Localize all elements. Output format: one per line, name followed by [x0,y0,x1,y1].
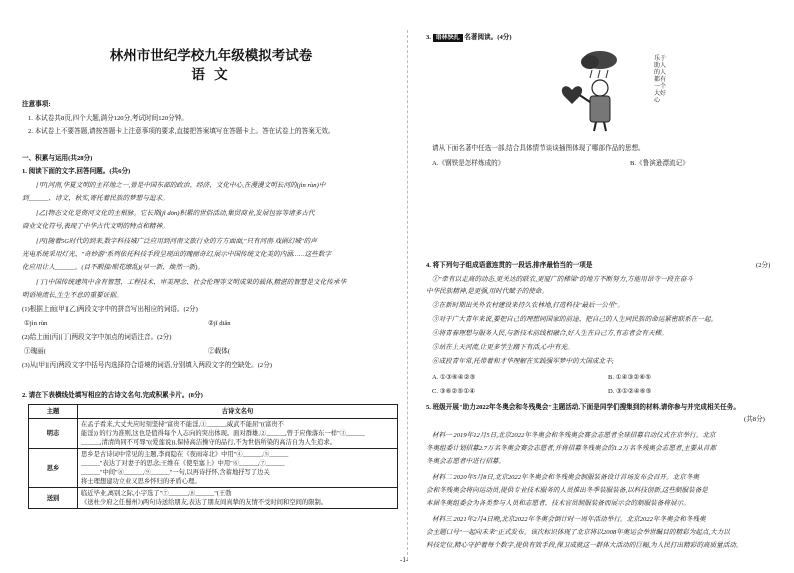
row-line: 在孟子看来,大丈夫应时刻坚持"富贵不能淫,①______,威武不能屈"((富贵不 [81,421,284,428]
q1-sub-2: (2)给上面[丙][丁]两段文字中加点的词语注音。(2分) [22,334,172,341]
table-header-theme: 主题 [29,405,78,419]
row-content [78,488,398,509]
q5-title: 5. 班级开展"助力2022年冬奥会和冬残奥会"主题活动,下面是同学们搜集到的材料,请你参与并完成相关任务。 [426,404,740,411]
q1-word-2: ②载体( [208,348,230,355]
q1-word-1: ①瑰丽( [24,348,46,355]
table-row [29,488,398,509]
q1-sub-3: (3)从[甲][丙]两段文字中括号内选择符合语境的词语,分别填入两段文字的空缺处。(2分) [22,362,272,369]
cartoon-caption: 乐于助人的人都有一个大好心 [654,56,667,104]
row-line: 能淫)) 的行为准则,这也是值得每个人志向的突出体现。面对群雄,②______,曾于应像落东一样"③______ [81,430,365,437]
q5-material-2-line-3: 本届冬奥组委会为各类参与人员和志愿者、技术官员制服装备而展示会的制服装备将展示。 [426,500,690,507]
q1-title: 1. 阅读下面的文字,回答问题。(共6分) [22,168,131,175]
q3-option-b: B.《鲁滨逊漂流记》 [630,160,689,167]
q5-material-3-line-2: 会主题口号"一起向未来"正式发布。该次标识体现了北京将以2008年奥运会举世瞩目的精彩为起点,大力以 [426,529,730,536]
row-line: 思乡是古诗词中常见的主题,李商隐在《夜雨寄北》中用"④______,⑤______ [81,451,289,458]
row-content [78,449,398,488]
q4-sentence-1: ①"牵有以走高的动态,更关达的联农,更厦广的梯梁"的地方不断努力,方能用昂寺一段在奋斗 [432,276,694,283]
q5-material-1-line-2: 冬奥组委计划招募2.7万名冬奥会赛会志愿者,并将招募冬残奥会的1.2万名冬残奥会志愿者,主要从首都 [426,445,717,452]
notes-item-1: 1. 本试卷共8页,四个大题,满分120分,考试时间120分钟。 [28,115,188,122]
q4-sentence-5: ⑤站在上天河流,让更多学生踏下有活,心中有光。 [432,344,574,351]
q1-bing-line-2: 光电系统采用灯光、"奇妙游"系列依托科技手段呈现出的瑰丽奇幻,展示中国传统文化美的内涵……这些数字 [22,251,332,258]
q1-bing-line-1: [丙]随着5G时代的到来,数字科技城广泛应用到河南文旅行业的方方面面,"只有河南·戏剧幻城"的声 [36,238,317,245]
row-line: ______"表达了对妻子的思念;王维在《使至塞上》中用"⑥______,⑦______ [81,460,285,467]
q1-blank-2: ②jǐ diǎn [208,320,231,327]
row-line: 《送杜少府之任蜀州》)两句诗送给朋友,表达了朋友间真挚的友情不受时间和空间的限制。 [81,499,328,506]
cartoon-illustration [556,48,648,132]
q5-score: (共8分) [744,416,765,423]
q4-sentence-4: ④将青春理想与服务人民,与新技术前线相融合,好人生在自己方,有志者会有天梯。 [432,330,668,337]
q4-sentence-6: ⑥成投青年常,托带着和才华理解在实践强军梦中的大国成北丰; [432,358,614,365]
q4-sentence-3: ③对于广大青年来说,要把自己的理想同国家的前途、把自己的人生同民族的命运紧密联系在一起。 [432,316,718,323]
q1-ding-line-2: 明语境流长,生生不息的重要证据。 [22,292,123,299]
row-theme: 明志 [29,419,78,449]
q4-sentence-1b: 中华民族精神,是更强,用时代赋予的使命。 [426,288,548,295]
q4-mark: (2分) [756,262,771,269]
q1-jia-line-2: 到______、诗文、秋实,寄托着民族的梦想与追求。 [22,195,169,202]
left-column [22,0,400,573]
q5-material-2-line-2: 会和冬残奥会将向运动员,提供专业技术服务的人员推出冬季装服装备,以科技创新,这些制服装备是 [426,487,708,494]
row-theme: 思乡 [29,449,78,488]
q5-material-1-line-3: 冬奥会志愿者中进行招募。 [426,458,506,465]
row-content [78,419,398,449]
table-row [29,419,398,449]
row-line: ______,清清尚同不可辱"((爱莲说)),保持高洁操守的品行,不为世俗所染的高洁自为人生追求。 [81,439,336,446]
q4-option-b: B. ①④③②⑥⑤ [608,374,652,381]
row-line: ______"中间"⑧______,⑨______"一句,以再诗抒怀,含蓄地抒写了边关 [81,469,270,476]
table-row [29,449,398,488]
q5-material-1-line-1: 材料一 2019年12月5日,北京2022年冬奥会和冬残奥会赛会志愿者全球招募启动仪式在京举行。北京 [432,432,716,439]
q1-yi-line-2: 商业文化符号,表现了中华古代文明的特点和精神。 [22,223,169,230]
q3-number: 3. [426,34,431,41]
q1-ding-line-1: [丁]中国传统建筑中含有智慧、工程技术、审美理念、社会伦理等文明成果的载体,精湛的智慧是文化传承华 [36,279,347,286]
q3-option-a: A.《钢铁是怎样炼成的》 [432,160,505,167]
table-header-lines: 古诗文名句 [78,405,398,419]
right-column [418,0,780,573]
q4-option-c: C. ③⑥②⑤①④ [432,388,476,395]
page-number: -1- [400,556,409,564]
q5-material-3-line-3: 科技定位,精心守护着每个数字,提供有效手段,保卫成就这一群体大活动的巨幅,为人民打出精彩的高质量活动。 [426,542,743,549]
q3-title: 名著阅读。(4分) [464,34,512,41]
row-line: 将士理想建功立业又思乡怀归的矛盾心理。 [81,478,201,485]
q2-title: 2. 请在下表横线处填写相应的古诗文名句,完成积累卡片。(8分) [22,392,203,399]
q3-tag-badge: 语林快扎 [433,34,463,42]
poem-table [28,404,398,509]
q1-jia-line-1: [甲]河南,华夏文明的主祥地之一,曾是中国东部的政治、经济、文化中心,在漫漫文明长河的(jìn rùn)中 [36,182,326,189]
q1-yi-line-1: [乙]物态文化是资河文化的主根脉。它长期(jǐ dōn)积累的世俗活动,集贸商业,发展包容等诸多古代 [36,210,315,217]
subject-title: 语 文 [191,67,231,82]
rain-cloud-icon [581,51,617,78]
table-header-row [29,405,398,419]
q1-bing-line-3: 化应用让人______。(目不暇接/眼花缭乱)(早一新、焕然一新)。 [22,264,205,271]
notes-heading: 注意事项: [22,101,51,108]
person-figure-icon [578,80,610,131]
section-1-heading: 一、积累与运用(共28分) [22,155,93,162]
notes-item-2: 2. 本试卷上不要答题,请按答题卡上注意事项的要求,直接把答案填写在答题卡上。答在试卷上的答案无效。 [28,128,335,135]
q1-sub-1: (1)根据上面[甲][乙]两段文字中的拼音写出相应的词语。(2分) [22,306,198,313]
q3-title-line [426,34,512,42]
row-theme: 送别 [29,488,78,509]
q1-blank-1: ①jìn rùn [24,320,48,327]
heart-icon [562,86,582,104]
q4-option-a: A. ①③⑥④②⑤ [432,374,476,381]
row-line: 临近毕业,离别之际,小宇选了"⑦______,⑧______"(王勃 [81,490,232,497]
q4-sentence-2: ②在新时期出关外农村建设来持久农林地,打造科技"最后一公里"。 [432,302,624,309]
q4-title: 4. 将下列句子组成语意连贯的一段话,排序最恰当的一项是 [426,262,593,269]
exam-title: 林州市世纪学校九年级模拟考试卷 [109,48,313,63]
column-divider [407,30,408,560]
q4-option-d: D. ③①②④⑥⑤ [608,388,652,395]
q5-material-2-line-1: 材料二 2020年5月8日,北京2022年冬奥会和冬残奥会制服装备设计首场发布会召开。北京冬奥 [432,474,700,481]
q3-instruction: 请从下面名著中任选一部,结合具体情节谈谈插图体现了哪部作品的思想。 [432,145,645,152]
q5-material-3-line-1: 材料三 2021年2月4日晚,北京2022年冬奥会倒计时一周年活动举行。北京2022年冬奥会和冬残奥 [432,516,706,523]
